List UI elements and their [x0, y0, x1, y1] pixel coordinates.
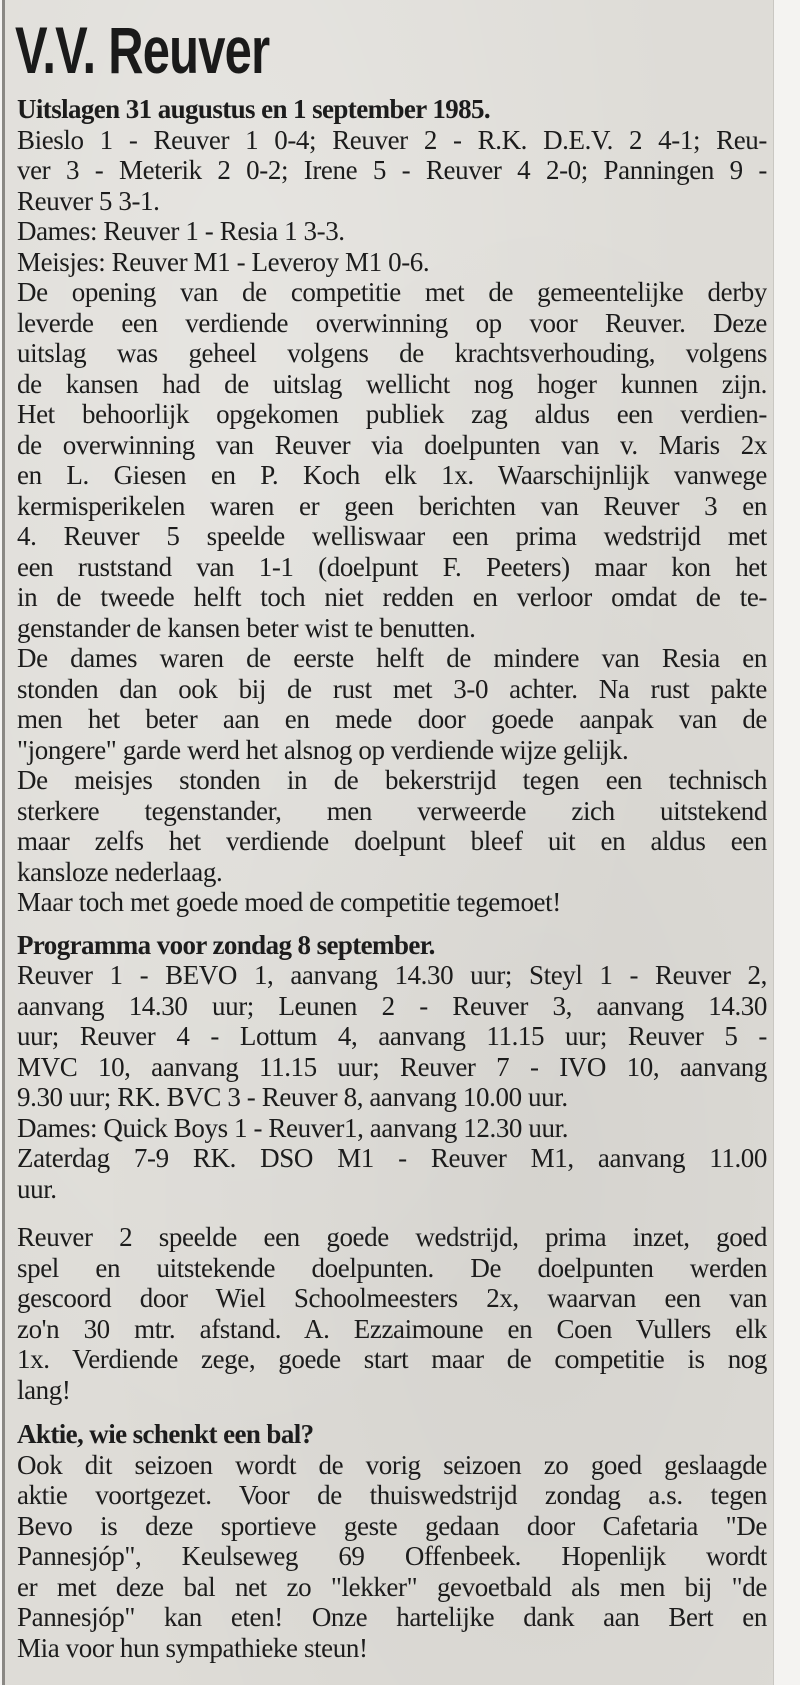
text-line: uitslag was geheel volgens de krachtsverhouding, volgens: [17, 338, 767, 368]
text-line: 1x. Verdiende zege, goede start maar de competitie is nog: [17, 1344, 767, 1374]
text-line: lang!: [17, 1374, 71, 1405]
text-line: maar zelfs het verdiende doelpunt bleef uit en aldus een: [17, 826, 767, 856]
text-line: Mia voor hun sympathieke steun!: [17, 1632, 368, 1663]
text-line: Reuver 1 - BEVO 1, aanvang 14.30 uur; Steyl 1 - Reuver 2,: [17, 960, 767, 990]
text-line: zo'n 30 mtr. afstand. A. Ezzaimoune en Coen Vullers elk: [17, 1313, 767, 1344]
text-line: Bevo is deze sportieve geste gedaan door Cafetaria "De: [17, 1510, 767, 1541]
text-line: er met deze bal net zo "lekker" gevoetbald als men bij "de: [17, 1571, 767, 1602]
text-line: en L. Giesen en P. Koch elk 1x. Waarschijnlijk vanwege: [17, 460, 767, 490]
text-line: Zaterdag 7-9 RK. DSO M1 - Reuver M1, aanvang 11.00: [17, 1143, 767, 1173]
text-line: genstander de kansen beter wist te benutten.: [17, 612, 476, 643]
text-line: in de tweede helft toch niet redden en verloor omdat de te-: [17, 582, 767, 612]
text-line: uur; Reuver 4 - Lottum 4, aanvang 11.15 uur; Reuver 5 -: [17, 1021, 767, 1051]
text-line: een ruststand van 1-1 (doelpunt F. Peeters) maar kon het: [17, 551, 767, 582]
paragraph: [17, 216, 767, 247]
text-line: Ook dit seizoen wordt de vorig seizoen zo goed geslaagde: [17, 1449, 767, 1480]
section-heading: Aktie, wie schenkt een bal?: [17, 1419, 314, 1449]
paragraph: [17, 1450, 767, 1664]
text-line: uur.: [17, 1173, 57, 1204]
ball-action-section: [17, 1419, 767, 1663]
paragraph: [17, 960, 767, 1113]
text-line: aktie voortgezet. Voor de thuiswedstrijd zondag a.s. tegen: [17, 1480, 767, 1510]
paragraph: [17, 277, 767, 643]
text-line: ver 3 - Meterik 2 0-2; Irene 5 - Reuver 4 2-0; Panningen 9 -: [17, 155, 767, 185]
section-heading: Uitslagen 31 augustus en 1 september 1985.: [17, 94, 491, 124]
paragraph: [17, 1143, 767, 1204]
text-line: de overwinning van Reuver via doelpunten van v. Maris 2x: [17, 429, 767, 460]
article-title: V.V. Reuver: [15, 13, 270, 87]
text-line: Dames: Reuver 1 - Resia 1 3-3.: [17, 216, 345, 246]
text-line: De opening van de competitie met de gemeentelijke derby: [17, 277, 767, 307]
text-line: gescoord door Wiel Schoolmeesters 2x, waarvan een van: [17, 1283, 767, 1313]
text-line: 9.30 uur; RK. BVC 3 - Reuver 8, aanvang 10.00 uur.: [17, 1082, 568, 1112]
text-line: aanvang 14.30 uur; Leunen 2 - Reuver 3, aanvang 14.30: [17, 990, 767, 1021]
text-line: men het beter aan en mede door goede aanpak van de: [17, 704, 767, 734]
text-line: Pannesjóp" kan eten! Onze hartelijke dank aan Bert en: [17, 1602, 767, 1632]
paragraph: [17, 1113, 767, 1144]
text-line: Dames: Quick Boys 1 - Reuver1, aanvang 12.30 uur.: [17, 1112, 569, 1143]
text-line: De dames waren de eerste helft de mindere van Resia en: [17, 643, 767, 673]
text-line: stonden dan ook bij de rust met 3-0 achter. Na rust pakte: [17, 673, 767, 704]
text-line: de kansen had de uitslag wellicht nog hoger kunnen zijn.: [17, 368, 767, 399]
text-line: kansloze nederlaag.: [17, 856, 223, 887]
paragraph: [17, 1222, 767, 1405]
text-line: Het behoorlijk opgekomen publiek zag aldus een verdien-: [17, 399, 767, 429]
text-line: Reuver 5 3-1.: [17, 185, 160, 216]
paragraph: [17, 643, 767, 765]
text-line: spel en uitstekende doelpunten. De doelpunten werden: [17, 1252, 767, 1283]
text-line: Pannesjóp", Keulseweg 69 Offenbeek. Hopenlijk wordt: [17, 1541, 767, 1571]
article-body: [17, 94, 767, 1675]
text-line: Maar toch met goede moed de competitie tegemoet!: [17, 887, 561, 917]
results-section: [17, 94, 767, 918]
paragraph: [17, 247, 767, 278]
paragraph: [17, 887, 767, 918]
text-line: leverde een verdiende overwinning op voor Reuver. Deze: [17, 307, 767, 338]
paragraph: [17, 125, 767, 217]
text-line: De meisjes stonden in de bekerstrijd tegen een technisch: [17, 765, 767, 795]
text-line: kermisperikelen waren er geen berichten van Reuver 3 en: [17, 490, 767, 521]
newspaper-clipping: [2, 0, 773, 1685]
text-line: Meisjes: Reuver M1 - Leveroy M1 0-6.: [17, 246, 430, 277]
text-line: "jongere" garde werd het alsnog op verdiende wijze gelijk.: [17, 734, 629, 765]
reuver2-report-section: [17, 1222, 767, 1405]
section-heading: Programma voor zondag 8 september.: [17, 929, 435, 960]
text-line: Bieslo 1 - Reuver 1 0-4; Reuver 2 - R.K. D.E.V. 2 4-1; Reu-: [17, 124, 767, 155]
program-section: [17, 930, 767, 1205]
text-line: 4. Reuver 5 speelde welliswaar een prima wedstrijd met: [17, 521, 767, 551]
text-line: sterkere tegenstander, men verweerde zich uitstekend: [17, 795, 767, 826]
text-line: Reuver 2 speelde een goede wedstrijd, prima inzet, goed: [17, 1222, 767, 1252]
paragraph: [17, 765, 767, 887]
text-line: MVC 10, aanvang 11.15 uur; Reuver 7 - IVO 10, aanvang: [17, 1051, 767, 1082]
